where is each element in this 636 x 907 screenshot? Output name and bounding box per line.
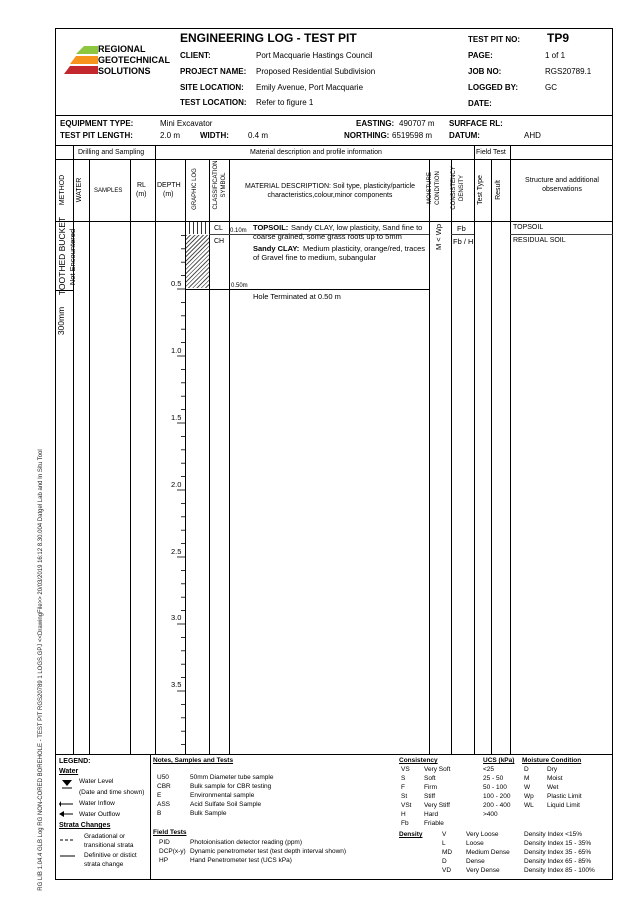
note-code: U50 <box>157 774 169 781</box>
header-divider <box>55 115 613 116</box>
col-line <box>89 159 90 754</box>
project-value: Proposed Residential Subdivision <box>256 67 376 76</box>
note-code: B <box>157 810 162 817</box>
layer1-consistency: Fb <box>457 224 466 233</box>
logged-label: LOGGED BY: <box>468 83 519 92</box>
consistency-name: Friable <box>424 820 444 827</box>
consistency-name: Very Soft <box>424 766 451 773</box>
layer-boundary-bottom <box>185 289 429 290</box>
depth-label-2.0: 2.0 <box>171 480 182 489</box>
material-description-header-2: characteristics,colour,minor components <box>267 192 393 199</box>
col-line <box>229 159 230 754</box>
consistency-ucs: 50 - 100 <box>483 784 507 791</box>
symbol-header: SYMBOL <box>221 172 227 198</box>
method-value: TOOTHED BUCKET <box>57 216 67 296</box>
moisture-name: Liquid Limit <box>547 802 580 809</box>
layer1-structure: TOPSOIL <box>513 224 544 231</box>
water-inflow-arrow <box>59 801 61 807</box>
layer2-depth-mark: 0.50m <box>231 283 248 289</box>
col-line <box>510 145 511 754</box>
method-divider <box>55 290 73 291</box>
equipment-label: EQUIPMENT TYPE: <box>60 119 134 128</box>
layer1-depth-mark: 0.10m <box>230 228 247 234</box>
structure-header-2: observations <box>542 186 582 193</box>
surface-rl-label: SURFACE RL: <box>449 119 503 128</box>
legend-water-title: Water <box>59 768 79 775</box>
water-level-icon <box>62 780 72 786</box>
consistency-code: St <box>401 793 408 800</box>
legend-strata-title: Strata Changes <box>59 822 111 829</box>
density-index: Density Index 85 - 100% <box>524 867 595 874</box>
moisture-name: Moist <box>547 775 563 782</box>
note-code: CBR <box>157 783 171 790</box>
depth-label-1.0: 1.0 <box>171 346 182 355</box>
datum-value: AHD <box>524 131 541 140</box>
structure-header: Structure and additional <box>525 177 599 184</box>
density-index: Density Index 15 - 35% <box>524 840 592 847</box>
layer2-symbol: CH <box>214 238 225 245</box>
consistency-boundary <box>451 234 474 235</box>
moisture-value: M < Wp <box>434 223 443 251</box>
project-label: PROJECT NAME: <box>180 67 247 76</box>
logo-bar-orange <box>70 56 98 64</box>
legend-water-item: Water Outflow <box>79 811 120 818</box>
column-header-line <box>55 221 613 222</box>
moisture-name: Wet <box>547 784 559 791</box>
rl-header: RL <box>137 182 146 189</box>
water-symbols <box>59 777 77 822</box>
depth-label-1.5: 1.5 <box>171 413 182 422</box>
consistency-ucs: <25 <box>483 766 495 773</box>
method-value-2: 300mm <box>56 306 66 336</box>
consistency-name: Soft <box>424 775 436 782</box>
page-value: 1 of 1 <box>545 51 566 60</box>
consistency-name: Very Stiff <box>424 802 450 809</box>
page-label: PAGE: <box>468 51 493 60</box>
density-header: DENSITY <box>459 175 465 202</box>
moisture-header-2: CONDITION <box>435 171 441 205</box>
consistency-name: Firm <box>424 784 437 791</box>
consistency-ucs: >400 <box>483 811 498 818</box>
consistency-code: H <box>401 811 406 818</box>
consistency-code: VSt <box>401 802 412 809</box>
moisture-name: Dry <box>547 766 558 773</box>
testloc-value: Refer to figure 1 <box>256 98 314 107</box>
density-index: Density Index 35 - 65% <box>524 849 592 856</box>
layer2-name: Sandy CLAY: <box>253 244 300 253</box>
company-name-line3: SOLUTIONS <box>98 66 151 76</box>
moisture-code: M <box>524 775 530 782</box>
graphic-log-topsoil <box>186 222 209 234</box>
layer2-structure: RESIDUAL SOIL <box>513 237 566 244</box>
layer1-desc-1: Sandy CLAY, low plasticity, Sand fine to <box>291 223 423 232</box>
layer1-name: TOPSOIL: <box>253 223 289 232</box>
moisture-code: W <box>524 784 531 791</box>
moisture-header: MOISTURE <box>427 172 433 204</box>
legend-water-item: (Date and time shown) <box>79 789 145 796</box>
moisture-code: WL <box>524 802 534 809</box>
result-header: Result <box>495 180 502 200</box>
legend-strata-item: Gradational or <box>84 833 126 840</box>
legend-water-item: Water Level <box>79 778 114 785</box>
width-value: 0.4 m <box>248 131 269 140</box>
legend-strata-item: Definitive or distict <box>84 852 137 859</box>
consistency-ucs: 100 - 200 <box>483 793 511 800</box>
field-tests-title: Field Tests <box>153 829 187 836</box>
classification-header: CLASSIFICATION <box>213 160 219 210</box>
density-title: Density <box>399 831 423 838</box>
side-file-note: RG LIB 1.04.4 GLB Log RG NON-CORED BOREHOLE - TEST PIT RGS20789 1 LOGS.GPJ <<DrawingFile>> 20/03/2019 16:12 8.30.004 Datgel Lab and In Situ Tool <box>38 449 44 891</box>
note-code: E <box>157 792 162 799</box>
group-header-line <box>55 159 613 160</box>
col-line <box>451 159 452 754</box>
field-test-code: PID <box>159 839 170 846</box>
water-value: Not Encountered <box>68 228 77 286</box>
moisture-code: Wp <box>524 793 534 800</box>
test-type-header: Test Type <box>477 175 484 205</box>
depth-label-3.0: 3.0 <box>171 613 182 622</box>
company-name-line1: REGIONAL <box>98 44 146 54</box>
water-header: WATER <box>76 177 83 203</box>
easting-value: 490707 m <box>399 119 435 128</box>
field-test-desc: Dynamic penetrometer test (test depth interval shown) <box>190 848 347 855</box>
density-name: Very Loose <box>466 831 499 838</box>
density-code: D <box>442 858 447 865</box>
moisture-condition-title: Moisture Condition <box>522 757 582 764</box>
testpit-label: TEST PIT NO: <box>468 35 520 44</box>
consistency-ucs: 200 - 400 <box>483 802 511 809</box>
consistency-code: VS <box>401 766 410 773</box>
col-line <box>209 159 210 754</box>
job-value: RGS20789.1 <box>545 67 592 76</box>
field-test-code: HP <box>159 857 169 864</box>
note-desc: Bulk Sample <box>190 810 227 817</box>
company-name-line2: GEOTECHNICAL <box>98 55 170 65</box>
northing-value: 6519598 m <box>392 131 433 140</box>
legend-strata-item: transitional strata <box>84 842 134 849</box>
density-index: Density Index <15% <box>524 831 582 838</box>
water-outflow-arrow <box>59 811 64 817</box>
datum-label: DATUM: <box>449 131 480 140</box>
material-description-header: MATERIAL DESCRIPTION: Soil type, plasticity/particle <box>245 183 415 190</box>
method-header: METHOD <box>59 174 66 206</box>
company-logo <box>62 44 172 80</box>
moisture-name: Plastic Limit <box>547 793 582 800</box>
rl-unit: (m) <box>136 191 147 198</box>
structure-boundary <box>510 234 613 235</box>
logged-value: GC <box>545 83 557 92</box>
strata-symbols <box>59 835 77 865</box>
col-line <box>491 159 492 754</box>
consistency-code: S <box>401 775 406 782</box>
graphic-log-header: GRAPHIC LOG <box>192 168 198 210</box>
density-name: Dense <box>466 858 485 865</box>
length-value: 2.0 m <box>160 131 181 140</box>
consistency-ucs: 25 - 50 <box>483 775 504 782</box>
moisture-code: D <box>524 766 529 773</box>
client-label: CLIENT: <box>180 51 211 60</box>
note-desc: 50mm Diameter tube sample <box>190 774 274 781</box>
note-desc: Environmental sample <box>190 792 255 799</box>
testpit-value: TP9 <box>547 31 570 45</box>
equipment-value: Mini Excavator <box>160 119 213 128</box>
density-name: Loose <box>466 840 484 847</box>
consistency-title: Consistency <box>399 757 438 764</box>
testloc-label: TEST LOCATION: <box>180 98 247 107</box>
depth-label-2.5: 2.5 <box>171 547 182 556</box>
table-top-line <box>55 145 613 146</box>
layer2-desc-1: Medium plasticity, orange/red, traces <box>303 244 425 253</box>
logo-bar-green <box>76 46 98 54</box>
consistency-code: F <box>401 784 405 791</box>
graphic-log-clay <box>186 235 209 288</box>
site-label: SITE LOCATION: <box>180 83 244 92</box>
col-line <box>130 159 131 754</box>
ucs-title: UCS (kPa) <box>483 757 515 764</box>
consistency-name: Hard <box>424 811 439 818</box>
hole-terminated-note: Hole Terminated at 0.50 m <box>253 292 341 301</box>
easting-label: EASTING: <box>356 119 395 128</box>
depth-unit: (m) <box>163 191 174 198</box>
notes-title: Notes, Samples and Tests <box>153 757 234 764</box>
depth-label-0.5: 0.5 <box>171 279 182 288</box>
density-code: V <box>442 831 447 838</box>
legend-title: LEGEND: <box>59 758 91 765</box>
field-test-desc: Photoionisation detector reading (ppm) <box>190 839 303 846</box>
site-value: Emily Avenue, Port Macquarie <box>256 83 364 92</box>
legend-strata-item: strata change <box>84 861 124 868</box>
depth-header: DEPTH <box>157 182 181 189</box>
page-title: ENGINEERING LOG - TEST PIT <box>180 31 357 45</box>
layer1-symbol: CL <box>214 225 223 232</box>
legend-water-item: Water Inflow <box>79 800 115 807</box>
consistency-header: CONSISTENCY <box>451 166 457 210</box>
note-code: ASS <box>157 801 171 808</box>
samples-header: SAMPLES <box>94 188 123 194</box>
density-index: Density Index 65 - 85% <box>524 858 592 865</box>
date-label: DATE: <box>468 99 492 108</box>
logo-bar-red <box>64 66 98 74</box>
legend-col-line <box>150 754 151 880</box>
col-line <box>429 159 430 754</box>
layer1-desc-2: coarse grained, some grass roots up to 5mm <box>253 232 402 241</box>
field-test-code: DCP(x-y) <box>159 848 186 855</box>
density-code: VD <box>442 867 452 874</box>
layer2-desc-2: of Gravel fine to medium, subangular <box>253 253 376 262</box>
note-desc: Acid Sulfate Soil Sample <box>190 801 262 808</box>
northing-label: NORTHING: <box>344 131 390 140</box>
note-desc: Bulk sample for CBR testing <box>190 783 272 790</box>
density-code: L <box>442 840 446 847</box>
layer2-consistency: Fb / H <box>453 237 474 246</box>
density-name: Medium Dense <box>466 849 510 856</box>
depth-label-3.5: 3.5 <box>171 680 182 689</box>
field-test-desc: Hand Penetrometer test (UCS kPa) <box>190 857 292 864</box>
consistency-code: Fb <box>401 820 409 827</box>
density-code: MD <box>442 849 453 856</box>
width-label: WIDTH: <box>200 131 229 140</box>
consistency-name: Stiff <box>424 793 436 800</box>
job-label: JOB NO: <box>468 67 502 76</box>
field-group-header: Field Test <box>476 149 506 156</box>
legend-top-line <box>55 754 613 755</box>
drilling-group-header: Drilling and Sampling <box>78 149 145 156</box>
density-name: Very Dense <box>466 867 500 874</box>
client-value: Port Macquarie Hastings Council <box>256 51 373 60</box>
material-group-header: Material description and profile information <box>250 149 382 156</box>
col-line <box>474 145 475 754</box>
length-label: TEST PIT LENGTH: <box>60 131 133 140</box>
